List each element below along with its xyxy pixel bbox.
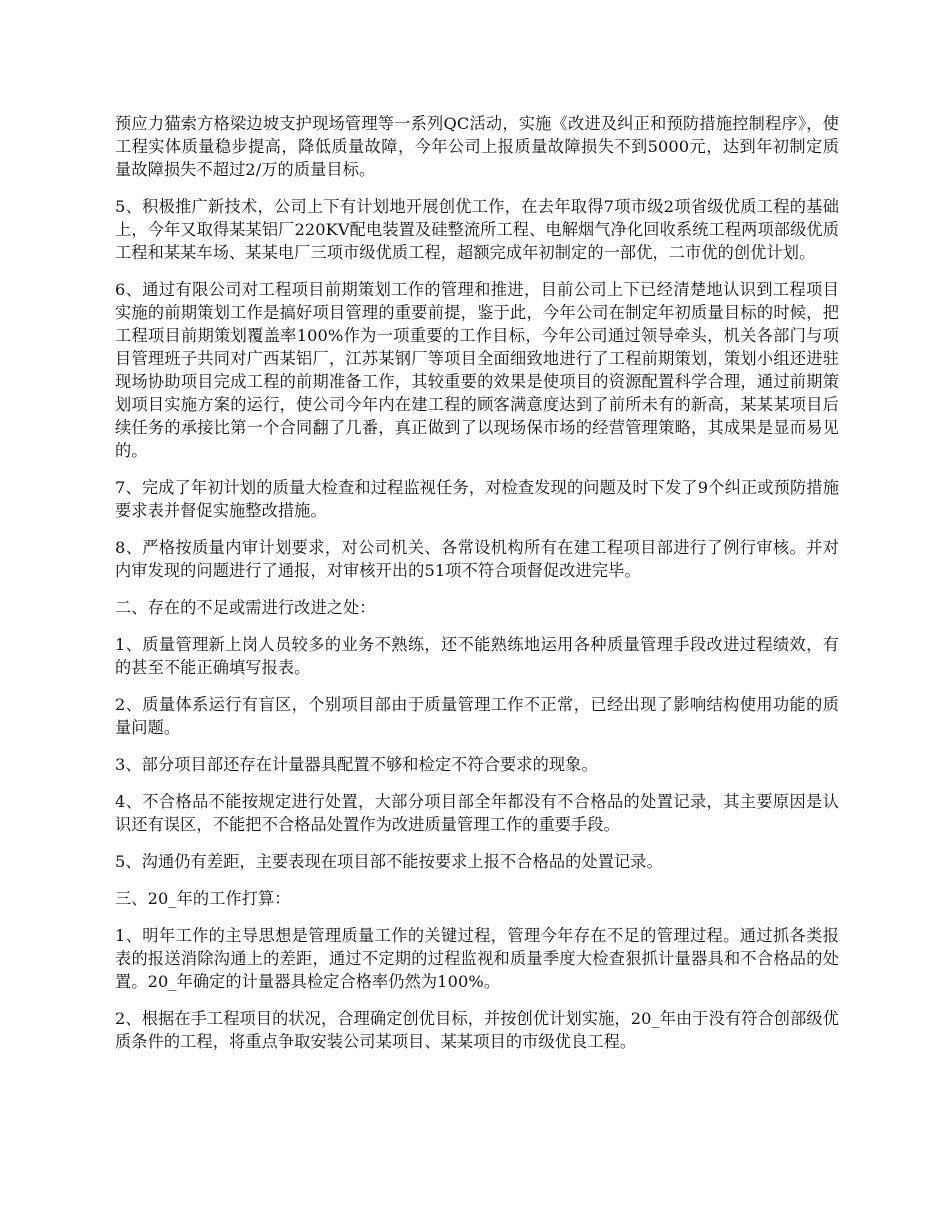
paragraph-item-6-project-planning: 6、通过有限公司对工程项目前期策划工作的管理和推进，目前公司上下已经清楚地认识到工程项目实施的前期策划工作是搞好项目管理的重要前提，鉴于此，今年公司在制定年初质量目标的时候，把工程项目前期策划覆盖率100%作为一项重要的工作目标，今年公司通过领导牵头，机关各部门与项目管理班子共同对广西某铝厂，江苏某钢厂等项目全面细致地进行了工程前期策划，策划小组还进驻现场协助项目完成工程的前期准备工作，其较重要的效果是使项目的资源配置科学合理，通过前期策划项目实施方案的运行，使公司今年内在建工程的顾客满意度达到了前所未有的新高，某某某项目后续任务的承接比第一个合同翻了几番，真正做到了以现场保市场的经营管理策略，其成果是显而易见的。 (115, 280, 839, 460)
paragraph-item-8-internal-audit: 8、严格按质量内审计划要求，对公司机关、各常设机构所有在建工程项目部进行了例行审核。并对内审发现的问题进行了通报，对审核开出的51项不符合项督促改进完毕。 (115, 538, 839, 580)
paragraph-shortcoming-4: 4、不合格品不能按规定进行处置，大部分项目部全年都没有不合格品的处置记录，其主要原因是认识还有误区，不能把不合格品处置作为改进质量管理工作的重要手段。 (115, 792, 839, 834)
paragraph-plan-2: 2、根据在手工程项目的状况，合理确定创优目标，并按创优计划实施，20_年由于没有符合创部级优质条件的工程，将重点争取安装公司某项目、某某项目的市级优良工程。 (115, 1009, 839, 1051)
section-heading-shortcomings: 二、存在的不足或需进行改进之处： (115, 598, 376, 617)
paragraph-shortcoming-3: 3、部分项目部还存在计量器具配置不够和检定不符合要求的现象。 (115, 755, 598, 774)
document-body (115, 112, 839, 1067)
section-heading-work-plan: 三、20_年的工作打算： (115, 889, 291, 908)
paragraph-qc-activities: 预应力猫索方格梁边坡支护现场管理等一系列QC活动，实施《改进及纠正和预防措施控制程序》，使工程实体质量稳步提高，降低质量故障，今年公司上报质量故障损失不到5000元，达到年初制定质量故障损失不超过2/万的质量目标。 (115, 114, 839, 179)
paragraph-shortcoming-5: 5、沟通仍有差距，主要表现在项目部不能按要求上报不合格品的处置记录。 (115, 852, 663, 871)
paragraph-shortcoming-2: 2、质量体系运行有盲区，个别项目部由于质量管理工作不正常，已经出现了影响结构使用功能的质量问题。 (115, 695, 839, 737)
paragraph-item-7-quality-inspection: 7、完成了年初计划的质量大检查和过程监视任务，对检查发现的问题及时下发了9个纠正或预防措施要求表并督促实施整改措施。 (115, 478, 839, 520)
paragraph-shortcoming-1: 1、质量管理新上岗人员较多的业务不熟练，还不能熟练地运用各种质量管理手段改进过程绩效，有的甚至不能正确填写报表。 (115, 635, 839, 677)
paragraph-item-5-new-technology: 5、积极推广新技术，公司上下有计划地开展创优工作，在去年取得7项市级2项省级优质工程的基础上，今年又取得某某铝厂220KV配电装置及硅整流所工程、电解烟气净化回收系统工程两项部级优质工程和某某车场、某某电厂三项市级优质工程，超额完成年初制定的一部优，二市优的创优计划。 (115, 197, 839, 262)
paragraph-plan-1: 1、明年工作的主导思想是管理质量工作的关键过程，管理今年存在不足的管理过程。通过抓各类报表的报送消除沟通上的差距，通过不定期的过程监视和质量季度大检查狠抓计量器具和不合格品的处置。20_年确定的计量器具检定合格率仍然为100%。 (115, 926, 839, 991)
